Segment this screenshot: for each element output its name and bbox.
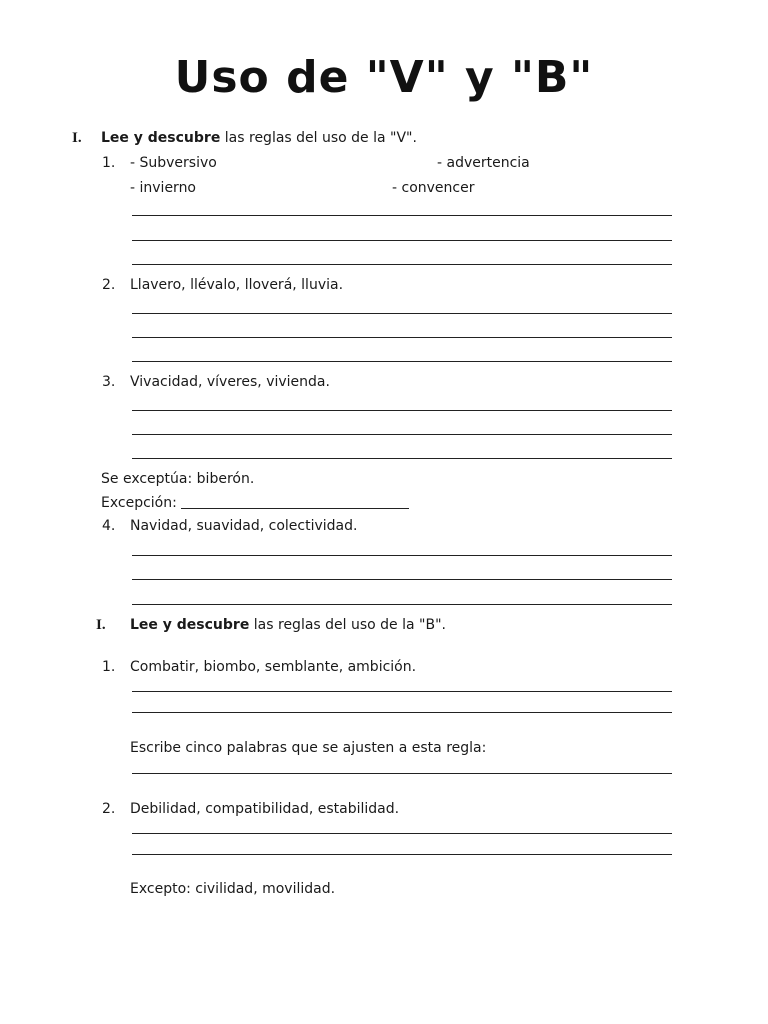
- answer-line[interactable]: [132, 773, 672, 774]
- answer-line[interactable]: [132, 555, 672, 556]
- section-b-heading-rest: las reglas del uso de la "B".: [249, 617, 446, 633]
- answer-line[interactable]: [132, 264, 672, 265]
- section-b-heading: [130, 617, 446, 633]
- answer-line[interactable]: [132, 604, 672, 605]
- section-b-heading-bold: Lee y descubre: [130, 617, 250, 633]
- v-exception-label: Excepción:: [101, 495, 177, 511]
- section-b-numeral: I.: [96, 617, 106, 633]
- answer-line[interactable]: [132, 337, 672, 338]
- section-v-heading-rest: las reglas del uso de la "V".: [220, 130, 417, 146]
- b-item1-number: 1.: [102, 659, 116, 675]
- v-item2-text: Llavero, llévalo, lloverá, lluvia.: [130, 277, 344, 293]
- v-item1-word-advertencia: - advertencia: [437, 155, 530, 171]
- exception-answer-line[interactable]: [181, 508, 409, 509]
- b-item2-number: 2.: [102, 801, 116, 817]
- v-item3-text: Vivacidad, víveres, vivienda.: [130, 374, 330, 390]
- v-item1-number: 1.: [102, 155, 116, 171]
- v-item3-number: 3.: [102, 374, 116, 390]
- answer-line[interactable]: [132, 215, 672, 216]
- answer-line[interactable]: [132, 313, 672, 314]
- b-item2-text: Debilidad, compatibilidad, estabilidad.: [130, 801, 400, 817]
- v-item2-number: 2.: [102, 277, 116, 293]
- answer-line[interactable]: [132, 712, 672, 713]
- v-item4-number: 4.: [102, 518, 116, 534]
- b-item1-prompt: Escribe cinco palabras que se ajusten a esta regla:: [130, 740, 487, 756]
- answer-line[interactable]: [132, 691, 672, 692]
- section-v-numeral: I.: [72, 130, 82, 146]
- page-title: Uso de "V" y "B": [174, 52, 594, 103]
- v-item4-text: Navidad, suavidad, colectividad.: [130, 518, 358, 534]
- v-item1-word-subversivo: - Subversivo: [130, 155, 217, 171]
- answer-line[interactable]: [132, 240, 672, 241]
- answer-line[interactable]: [132, 410, 672, 411]
- section-v-heading-bold: Lee y descubre: [101, 130, 221, 146]
- v-exception-note: Se exceptúa: biberón.: [101, 471, 255, 487]
- b-item1-text: Combatir, biombo, semblante, ambición.: [130, 659, 417, 675]
- answer-line[interactable]: [132, 579, 672, 580]
- section-v-heading: [101, 130, 417, 146]
- answer-line[interactable]: [132, 434, 672, 435]
- v-item1-word-invierno: - invierno: [130, 180, 197, 196]
- answer-line[interactable]: [132, 833, 672, 834]
- v-item1-word-convencer: - convencer: [392, 180, 475, 196]
- b-item2-exception: Excepto: civilidad, movilidad.: [130, 881, 336, 897]
- answer-line[interactable]: [132, 854, 672, 855]
- answer-line[interactable]: [132, 361, 672, 362]
- answer-line[interactable]: [132, 458, 672, 459]
